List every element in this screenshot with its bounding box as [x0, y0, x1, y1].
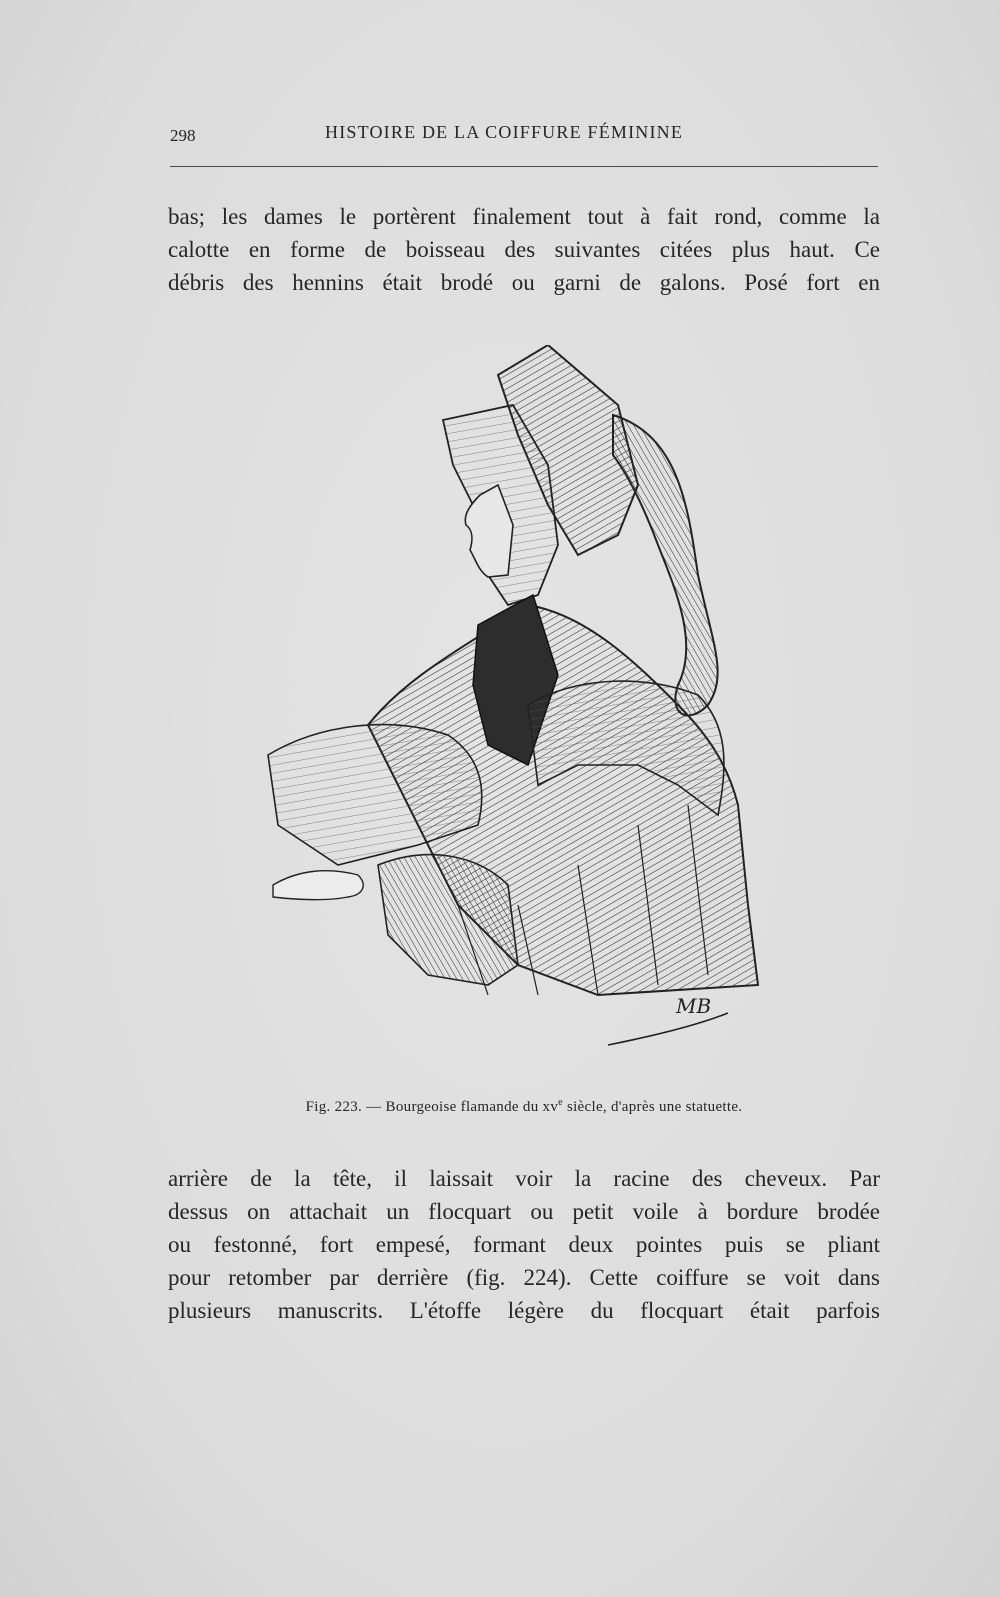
- caption-text: Bourgeoise flamande du xv: [385, 1099, 559, 1115]
- figure-illustration: [258, 345, 798, 1075]
- header-rule: [170, 166, 878, 167]
- text-line: plusieurs manuscrits. L'étoffe légère du flocquart était parfois: [168, 1298, 880, 1323]
- page-number: 298: [170, 126, 196, 145]
- text-line: bas; les dames le portèrent finalement tout à fait rond, comme la: [168, 204, 880, 229]
- caption-dash: —: [366, 1099, 382, 1115]
- page-header: [170, 122, 878, 150]
- text-line: ou festonné, fort empesé, formant deux pointes puis se pliant: [168, 1232, 880, 1257]
- flemish-bourgeoise-engraving-icon: [258, 345, 798, 1075]
- text-line: calotte en forme de boisseau des suivantes citées plus haut. Ce: [168, 237, 880, 262]
- text-line: débris des hennins était brodé ou garni de galons. Posé fort en: [168, 270, 880, 295]
- caption-superscript: e: [558, 1097, 563, 1108]
- engraver-signature: MB: [676, 994, 712, 1018]
- paragraph-bottom: [168, 1162, 880, 1327]
- caption-label: Fig. 223.: [305, 1099, 363, 1115]
- figure-caption: [170, 1097, 878, 1116]
- text-line: pour retomber par derrière (fig. 224). Cette coiffure se voit dans: [168, 1265, 880, 1290]
- running-title: HISTOIRE DE LA COIFFURE FÉMININE: [325, 122, 684, 142]
- text-line: arrière de la tête, il laissait voir la racine des cheveux. Par: [168, 1166, 880, 1191]
- paragraph-top: [168, 200, 880, 299]
- caption-text-end: siècle, d'après une statuette.: [562, 1099, 743, 1115]
- text-line: dessus on attachait un flocquart ou petit voile à bordure brodée: [168, 1199, 880, 1224]
